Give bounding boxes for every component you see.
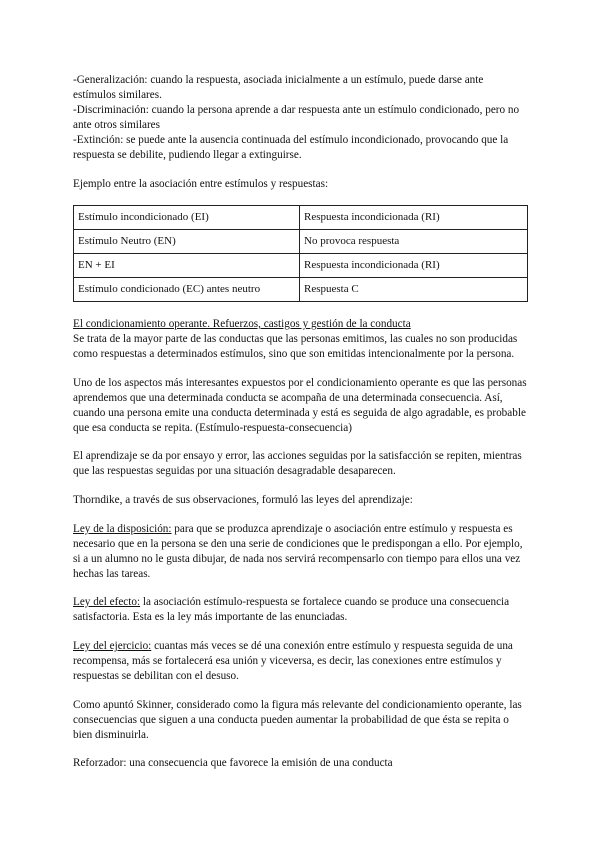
ley-efecto <box>73 595 529 625</box>
ley-disposicion-term: Ley de la disposición: <box>73 523 172 535</box>
table-cell: Estímulo incondicionado (EI) <box>74 206 300 230</box>
discriminacion-text: -Discriminación: cuando la persona aprende a dar respuesta ante un estímulo condicionado, pero no ante otros similares <box>73 104 520 131</box>
table-row <box>74 206 528 230</box>
ley-ejercicio-text: cuantas más veces se dé una conexión entre estímulo y respuesta seguida de una recompensa, más se fortalecerá esa unión y viceversa, es decir, las conexiones entre estímulos y respuestas se debilitan con el desuso. <box>73 640 513 682</box>
ley-efecto-text: la asociación estímulo-respuesta se fortalece cuando se produce una consecuencia satisfactoria. Esta es la ley más importante de las enunciadas. <box>73 596 510 623</box>
ley-ejercicio <box>73 639 529 684</box>
extincion-text: -Extinción: se puede ante la ausencia continuada del estímulo incondicionado, provocando que la respuesta se debilite, pudiendo llegar a extinguirse. <box>73 134 509 161</box>
paragraph-6: Reforzador: una consecuencia que favorece la emisión de una conducta <box>73 757 393 769</box>
paragraph-3: El aprendizaje se da por ensayo y error, las acciones seguidas por la satisfacción se repiten, mientras que las respuestas seguidas por una situación desagradable desaparecen. <box>73 450 522 477</box>
ley-disposicion-text: para que se produzca aprendizaje o asociación entre estímulo y respuesta es necesario que en la persona se den una serie de condiciones que le predispongan a ello. Por ejemplo, si a un alumno no le gusta dibujar, de nada nos servirá recompensarlo con tiempo para ellos una vez hechas las tareas. <box>73 523 523 580</box>
table-row <box>74 230 528 254</box>
table-cell: No provoca respuesta <box>300 230 528 254</box>
paragraph-4: Thorndike, a través de sus observaciones, formuló las leyes del aprendizaje: <box>73 494 413 506</box>
ley-efecto-term: Ley del efecto: <box>73 596 141 608</box>
ley-ejercicio-term: Ley del ejercicio: <box>73 640 152 652</box>
section-title: El condicionamiento operante. Refuerzos, castigos y gestión de la conducta <box>73 318 411 330</box>
table-cell: EN + EI <box>74 254 300 278</box>
generalizacion-text: -Generalización: cuando la respuesta, asociada inicialmente a un estímulo, puede darse ante estímulos similares. <box>73 74 484 101</box>
ley-disposicion <box>73 522 529 582</box>
table-row <box>74 278 528 302</box>
ejemplo-heading: Ejemplo entre la asociación entre estímulos y respuestas: <box>73 178 329 190</box>
table-cell: Estímulo Neutro (EN) <box>74 230 300 254</box>
table-row <box>74 254 528 278</box>
paragraph-1: Se trata de la mayor parte de las conductas que las personas emitimos, las cuales no son producidas como respuestas a determinados estímulos, sino que son emitidas intencionalmente por la persona. <box>73 333 518 360</box>
table-cell: Respuesta incondicionada (RI) <box>300 254 528 278</box>
table-cell: Respuesta incondicionada (RI) <box>300 206 528 230</box>
association-table <box>73 205 528 302</box>
paragraph-2: Uno de los aspectos más interesantes expuestos por el condicionamiento operante es que las personas aprendemos que una determinada conducta se acompaña de una determinada consecuencia. Así, cuando una persona emite una conducta determinada y está es seguida de algo agradable, es probable que esa conducta se repita. (Estímulo-respuesta-consecuencia) <box>73 377 527 434</box>
table-cell: Estímulo condicionado (EC) antes neutro <box>74 278 300 302</box>
paragraph-5: Como apuntó Skinner, considerado como la figura más relevante del condicionamiento operante, las consecuencias que siguen a una conducta pueden aumentar la probabilidad de que ésta se repita o bien disminuirla. <box>73 699 522 741</box>
table-cell: Respuesta C <box>300 278 528 302</box>
